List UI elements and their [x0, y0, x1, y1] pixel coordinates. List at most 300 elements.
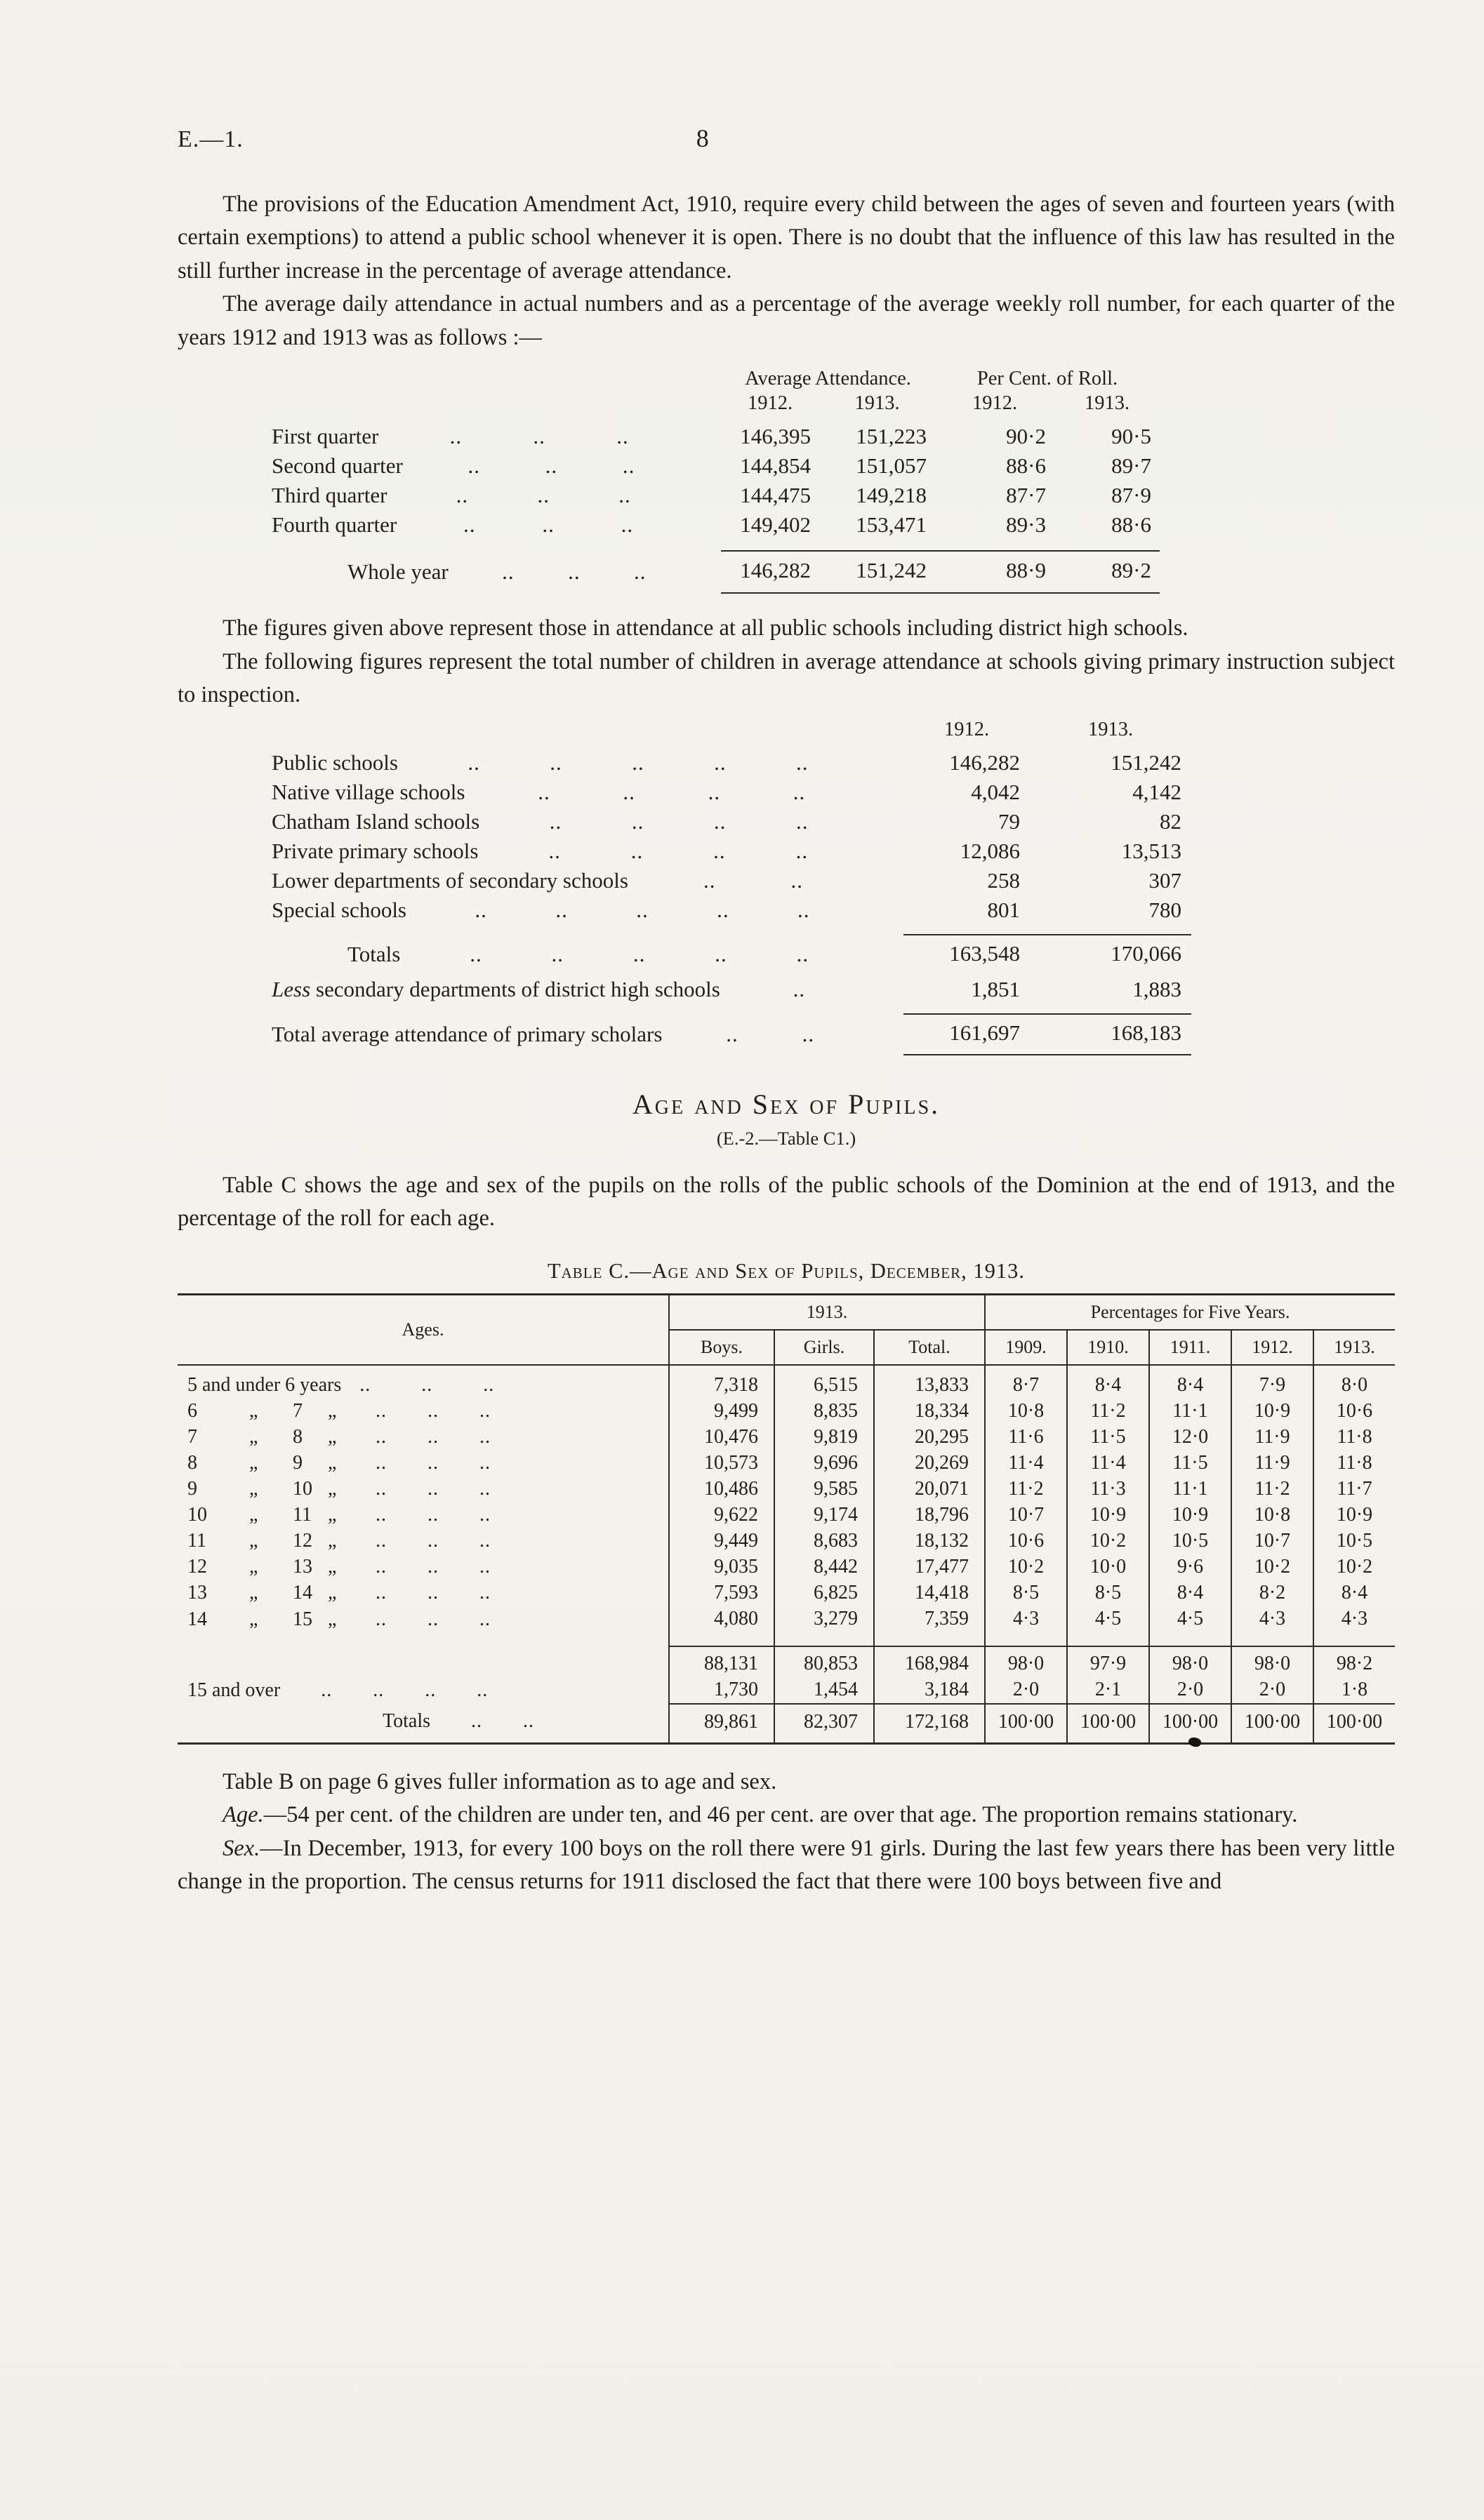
dot-leader	[376, 1426, 491, 1448]
cell: 3,184	[874, 1677, 985, 1704]
cell: 18,796	[874, 1502, 985, 1528]
dot-leader	[465, 780, 879, 805]
table-row	[178, 1451, 1395, 1476]
column-group-header: Percentages for Five Years.	[985, 1295, 1395, 1331]
paragraph: The figures given above represent those in attendance at all public schools including district high schools.	[223, 615, 1188, 641]
cell: 100·00	[1231, 1704, 1313, 1744]
spacer-row	[272, 540, 1160, 551]
dots: ..	[790, 867, 803, 893]
column-header: Girls.	[774, 1330, 874, 1365]
row-label	[272, 551, 721, 593]
cell: 149,402	[740, 512, 811, 538]
dots: ..	[468, 453, 480, 479]
cell: 10·2	[1067, 1528, 1149, 1554]
age-from: 8	[187, 1452, 197, 1474]
age-to: 14	[293, 1582, 312, 1604]
paragraph: The provisions of the Education Amendment Act, 1910, require every child between the ages of seven and fourteen years (with certain exemptions) to attend a public school whenever it is open. There is no doubt that the influence of this law has resulted in the still further increase in the percentage of average attendance.	[178, 192, 1395, 284]
table-row	[178, 1677, 1395, 1704]
cell: 8,683	[774, 1528, 874, 1554]
cell: 100·00	[1313, 1704, 1395, 1744]
cell: 7·9	[1231, 1365, 1313, 1399]
dots: ..	[568, 559, 581, 585]
dot-leader	[406, 898, 878, 923]
paragraph: Table B on page 6 gives fuller information as to age and sex.	[223, 1768, 777, 1794]
row-label-text	[272, 977, 720, 1002]
cell: 168,984	[874, 1646, 985, 1677]
dots: ..	[376, 1556, 387, 1578]
cell: 10·6	[985, 1528, 1067, 1554]
cell: 11·5	[1067, 1425, 1149, 1451]
cell: 4·3	[1313, 1606, 1395, 1647]
row-label-rest: secondary departments of district high schools	[310, 976, 720, 1001]
cell: 11·2	[1067, 1399, 1149, 1425]
table-grand-total-row	[272, 1014, 1191, 1055]
row-label	[272, 422, 721, 451]
ditto-mark: „	[328, 1426, 337, 1448]
dots: ..	[636, 897, 649, 922]
row-label	[178, 1677, 669, 1704]
row-label-text: Whole year	[347, 559, 449, 585]
row-label	[272, 748, 903, 778]
dots: ..	[376, 1582, 387, 1604]
cell: 10·8	[1231, 1502, 1313, 1528]
cell: 20,269	[874, 1451, 985, 1476]
age-from: 6	[187, 1400, 197, 1422]
dot-leader	[378, 424, 700, 449]
ditto-mark: „	[328, 1582, 337, 1604]
row-label	[178, 1502, 669, 1528]
column-header: 1912.	[972, 392, 1018, 415]
primary-attendance-table	[272, 718, 1191, 1055]
cell: 8·2	[1231, 1580, 1313, 1606]
dots: ..	[632, 749, 644, 775]
cell: 3,279	[774, 1606, 874, 1647]
cell: 2·1	[1067, 1677, 1149, 1704]
spacer-row	[272, 925, 1191, 935]
dot-leader	[720, 977, 878, 1002]
row-label	[272, 866, 903, 895]
row-label-text: Chatham Island schools	[272, 808, 480, 834]
paragraph: Table C shows the age and sex of the pupils on the rolls of the public schools of the Dominion at the end of 1913, and the percentage of the roll for each age.	[178, 1172, 1395, 1231]
cell: 10·7	[985, 1502, 1067, 1528]
cell: 780	[1148, 897, 1181, 922]
dots: ..	[726, 1021, 738, 1046]
column-header: 1909.	[985, 1330, 1067, 1365]
cell: 88·6	[1111, 512, 1151, 538]
row-label	[272, 778, 903, 807]
ditto-mark: „	[249, 1400, 258, 1422]
table-row	[272, 975, 1191, 1004]
age-sex-table	[178, 1293, 1395, 1745]
cell: 10·5	[1149, 1528, 1231, 1554]
column-group-header: Average Attendance.	[745, 368, 911, 390]
row-label-text: Public schools	[272, 749, 398, 775]
row-label	[178, 1476, 669, 1502]
dot-leader	[662, 1022, 878, 1047]
row-label	[178, 1365, 669, 1399]
table-group-header-row	[272, 367, 1160, 392]
cell: 89·2	[1054, 551, 1160, 593]
cell: 2·0	[1149, 1677, 1231, 1704]
cell: 89,861	[669, 1704, 774, 1744]
dots: ..	[428, 1452, 439, 1474]
dots: ..	[483, 1374, 495, 1396]
dot-leader	[471, 1710, 534, 1733]
cell: 6,825	[774, 1580, 874, 1606]
age-from: 10	[187, 1504, 207, 1526]
cell: 146,395	[740, 424, 811, 449]
table-row	[178, 1476, 1395, 1502]
row-label-text: Special schools	[272, 897, 406, 922]
dots: ..	[475, 897, 487, 922]
ditto-mark: „	[328, 1452, 337, 1474]
dot-leader	[628, 868, 878, 893]
page-number: 8	[696, 124, 709, 152]
cell: 4·5	[1149, 1606, 1231, 1647]
cell: 9·6	[1149, 1554, 1231, 1580]
row-label-text: Fourth quarter	[272, 512, 397, 538]
age-to: 15	[293, 1608, 312, 1630]
column-header: 1912.	[747, 392, 793, 415]
dots: ..	[555, 897, 568, 922]
cell: 6,515	[774, 1365, 874, 1399]
dots: ..	[550, 749, 562, 775]
row-label	[272, 807, 903, 836]
age-to: 11	[293, 1504, 312, 1526]
cell: 89·3	[1006, 512, 1046, 538]
dot-leader	[398, 750, 878, 775]
dots: ..	[542, 512, 555, 538]
cell: 10·7	[1231, 1528, 1313, 1554]
dot-leader	[376, 1582, 491, 1604]
cell: 7,359	[874, 1606, 985, 1647]
cell: 90·2	[1006, 424, 1046, 449]
row-label	[178, 1704, 669, 1744]
cell: 20,071	[874, 1476, 985, 1502]
dots: ..	[373, 1679, 385, 1701]
dots: ..	[713, 838, 726, 863]
dots: ..	[479, 1504, 491, 1526]
cell: 10·2	[985, 1554, 1067, 1580]
dots: ..	[802, 1021, 815, 1046]
table-row	[272, 451, 1160, 481]
cell: 98·0	[985, 1646, 1067, 1677]
dots: ..	[795, 808, 809, 834]
column-header: 1913.	[1084, 392, 1130, 415]
cell: 79	[998, 808, 1020, 834]
dots: ..	[479, 1582, 491, 1604]
dots: ..	[796, 749, 809, 775]
cell: 87·9	[1111, 483, 1151, 508]
cell: 11·3	[1067, 1476, 1149, 1502]
cell: 144,854	[740, 453, 811, 479]
cell: 8·4	[1149, 1365, 1231, 1399]
dots: ..	[479, 1556, 491, 1578]
dot-leader	[479, 809, 878, 834]
table-row	[272, 836, 1191, 866]
cell: 12,086	[960, 838, 1020, 863]
cell: 144,475	[740, 483, 811, 508]
dots: ..	[632, 942, 646, 966]
attendance-quarterly-table	[272, 367, 1160, 594]
paragraph	[178, 1832, 1395, 1899]
column-group-header: 1913.	[669, 1295, 985, 1331]
cell: 11·7	[1313, 1476, 1395, 1502]
spacer-cell	[272, 925, 1191, 935]
cell: 8·0	[1313, 1365, 1395, 1399]
dots: ..	[376, 1452, 387, 1474]
document-reference: E.—1.	[178, 126, 244, 152]
dot-leader	[449, 559, 700, 585]
cell: 149,218	[856, 483, 927, 508]
cell: 80,853	[774, 1646, 874, 1677]
cell: 98·2	[1313, 1646, 1395, 1677]
ditto-mark: „	[249, 1452, 258, 1474]
cell: 11·2	[1231, 1476, 1313, 1502]
cell: 8·4	[1149, 1580, 1231, 1606]
cell: 7,318	[669, 1365, 774, 1399]
dot-leader	[387, 483, 700, 508]
cell: 17,477	[874, 1554, 985, 1580]
dots: ..	[796, 942, 809, 966]
cell: 9,622	[669, 1502, 774, 1528]
dot-leader	[376, 1400, 491, 1422]
age-from: 7	[187, 1426, 197, 1448]
dot-leader	[376, 1504, 491, 1526]
cell: 11·5	[1149, 1451, 1231, 1476]
table-row	[178, 1502, 1395, 1528]
section-heading: Age and Sex of Pupils.	[632, 1088, 941, 1120]
dots: ..	[428, 1478, 439, 1500]
cell: 10,486	[669, 1476, 774, 1502]
dots: ..	[551, 942, 564, 966]
table-c-title: Table C.—Age and Sex of Pupils, December, 1913.	[547, 1259, 1025, 1284]
cell: 4,042	[971, 779, 1020, 804]
row-label	[178, 1451, 669, 1476]
age-from: 13	[187, 1582, 207, 1604]
cell: 10·9	[1313, 1502, 1395, 1528]
dots: ..	[376, 1400, 387, 1422]
row-label-text: Third quarter	[272, 483, 387, 508]
cell: 98·0	[1231, 1646, 1313, 1677]
cell: 82	[1160, 808, 1181, 834]
empty-cell	[272, 367, 721, 392]
dot-leader	[321, 1679, 488, 1702]
cell: 9,449	[669, 1528, 774, 1554]
dots: ..	[470, 942, 482, 966]
age-range: 15 and over	[187, 1679, 281, 1701]
dots: ..	[428, 1556, 439, 1578]
table-row	[272, 510, 1160, 540]
empty-cell	[178, 1646, 669, 1677]
cell: 89·7	[1111, 453, 1151, 479]
column-header: 1910.	[1067, 1330, 1149, 1365]
paragraph-lead: Age.	[223, 1802, 264, 1828]
dots: ..	[376, 1478, 387, 1500]
age-to: 7	[293, 1400, 303, 1422]
cell: 18,334	[874, 1399, 985, 1425]
dots: ..	[479, 1426, 491, 1448]
cell: 88,131	[669, 1646, 774, 1677]
dots: ..	[631, 808, 644, 834]
column-header-ages: Ages.	[178, 1295, 669, 1366]
dots: ..	[428, 1530, 439, 1552]
table-group-header-row	[178, 1295, 1395, 1331]
cell: 9,174	[774, 1502, 874, 1528]
cell: 10·9	[1149, 1502, 1231, 1528]
cell: 9,819	[774, 1425, 874, 1451]
dots: ..	[537, 483, 550, 508]
table-row	[272, 866, 1191, 895]
dot-leader	[397, 512, 700, 538]
cell: 11·9	[1231, 1451, 1313, 1476]
row-label	[178, 1606, 669, 1647]
row-label	[272, 975, 903, 1004]
row-label	[272, 895, 903, 925]
table-row	[272, 778, 1191, 807]
empty-cell	[272, 718, 903, 748]
cell: 151,223	[856, 424, 927, 449]
dots: ..	[428, 1400, 439, 1422]
cell: 9,499	[669, 1399, 774, 1425]
cell: 170,066	[1030, 935, 1191, 975]
dots: ..	[634, 559, 647, 585]
cell: 4·5	[1067, 1606, 1149, 1647]
cell: 97·9	[1067, 1646, 1149, 1677]
table-row	[178, 1425, 1395, 1451]
dots: ..	[479, 1478, 491, 1500]
dots: ..	[456, 483, 469, 508]
ditto-mark: „	[328, 1608, 337, 1630]
cell: 11·6	[985, 1425, 1067, 1451]
cell: 82,307	[774, 1704, 874, 1744]
table-header-row	[272, 718, 1191, 748]
paragraph-lead: Sex.	[223, 1835, 260, 1861]
row-label-text: Totals	[383, 1710, 431, 1733]
dots: ..	[376, 1504, 387, 1526]
row-label	[272, 510, 721, 540]
ditto-mark: „	[249, 1530, 258, 1552]
cell: 161,697	[903, 1014, 1030, 1055]
dots: ..	[715, 942, 727, 966]
row-label-text: Total average attendance of primary scholars	[272, 1021, 663, 1046]
row-label-lead: Less	[272, 976, 311, 1001]
dot-leader	[478, 839, 878, 864]
dots: ..	[549, 808, 562, 834]
dots: ..	[717, 897, 729, 922]
paragraph: The average daily attendance in actual numbers and as a percentage of the average weekly roll number, for each quarter of the years 1912 and 1913 was as follows :—	[178, 291, 1395, 350]
dot-leader	[403, 453, 700, 479]
cell: 9,696	[774, 1451, 874, 1476]
column-group-header: Per Cent. of Roll.	[976, 368, 1118, 390]
cell: 11·1	[1149, 1476, 1231, 1502]
table-row	[178, 1606, 1395, 1647]
cell: 172,168	[874, 1704, 985, 1744]
ditto-mark: „	[328, 1556, 337, 1578]
table-row	[272, 481, 1160, 510]
column-header: 1911.	[1149, 1330, 1231, 1365]
age-range: 5 and under 6 years	[187, 1374, 342, 1396]
dots: ..	[479, 1608, 491, 1630]
dot-leader	[376, 1478, 491, 1500]
dots: ..	[471, 1710, 483, 1733]
ditto-mark: „	[328, 1478, 337, 1500]
cell: 100·00	[1067, 1704, 1149, 1744]
spacer-cell	[272, 540, 1160, 551]
cell: 2·0	[1231, 1677, 1313, 1704]
column-header: 1913.	[854, 392, 900, 415]
paragraph-text: —In December, 1913, for every 100 boys on the roll there were 91 girls. During the last few years there has been very little change in the proportion. The census returns for 1911 disclosed the fact that there were 100 boys between five and	[178, 1835, 1395, 1895]
cell: 9,035	[669, 1554, 774, 1580]
cell: 13,513	[1121, 838, 1181, 863]
paragraph: The following figures represent the total number of children in average attendance at schools giving primary instruction subject to inspection.	[178, 648, 1395, 708]
cell: 1,883	[1132, 976, 1181, 1001]
cell: 8·4	[1313, 1580, 1395, 1606]
dots: ..	[479, 1530, 491, 1552]
row-label-text: Lower departments of secondary schools	[272, 867, 628, 893]
ditto-mark: „	[249, 1478, 258, 1500]
cell: 88·6	[1006, 453, 1046, 479]
dots: ..	[714, 749, 727, 775]
table-total-row	[272, 551, 1160, 593]
age-to: 10	[293, 1478, 312, 1500]
dots: ..	[623, 779, 635, 804]
dots: ..	[703, 867, 716, 893]
cell: 11·4	[985, 1451, 1067, 1476]
dots: ..	[502, 559, 515, 585]
cell: 146,282	[721, 551, 819, 593]
cell: 4·3	[985, 1606, 1067, 1647]
dots: ..	[621, 512, 634, 538]
age-to: 13	[293, 1556, 312, 1578]
row-label-text: Native village schools	[272, 779, 465, 804]
column-header: 1913.	[1313, 1330, 1395, 1365]
dots: ..	[713, 808, 727, 834]
dots: ..	[630, 838, 644, 863]
dots: ..	[479, 1452, 491, 1474]
cell: 10·2	[1231, 1554, 1313, 1580]
cell: 146,282	[949, 749, 1020, 775]
empty-cell	[272, 392, 721, 422]
dot-leader	[376, 1530, 491, 1552]
cell: 11·1	[1149, 1399, 1231, 1425]
table-row	[178, 1365, 1395, 1399]
cell: 4,142	[1132, 779, 1181, 804]
cell: 11·8	[1313, 1451, 1395, 1476]
cell: 90·5	[1111, 424, 1151, 449]
ditto-mark: „	[328, 1530, 337, 1552]
cell: 151,057	[856, 453, 927, 479]
section-subheading: (E.-2.—Table C1.)	[716, 1127, 856, 1149]
cell: 4,080	[669, 1606, 774, 1647]
spacer-row	[272, 1004, 1191, 1014]
cell: 100·00	[985, 1704, 1067, 1744]
row-label-text: Totals	[347, 942, 401, 966]
row-label	[272, 1014, 903, 1055]
dot-leader	[376, 1608, 491, 1631]
table-row	[178, 1554, 1395, 1580]
cell: 10·2	[1313, 1554, 1395, 1580]
ditto-mark: „	[249, 1582, 258, 1604]
column-header: Total.	[874, 1330, 985, 1365]
cell: 98·0	[1149, 1646, 1231, 1677]
cell: 8·5	[985, 1580, 1067, 1606]
cell: 10·0	[1067, 1554, 1149, 1580]
dots: ..	[793, 779, 806, 804]
cell: 13,833	[874, 1365, 985, 1399]
cell: 18,132	[874, 1528, 985, 1554]
row-label	[272, 451, 721, 481]
